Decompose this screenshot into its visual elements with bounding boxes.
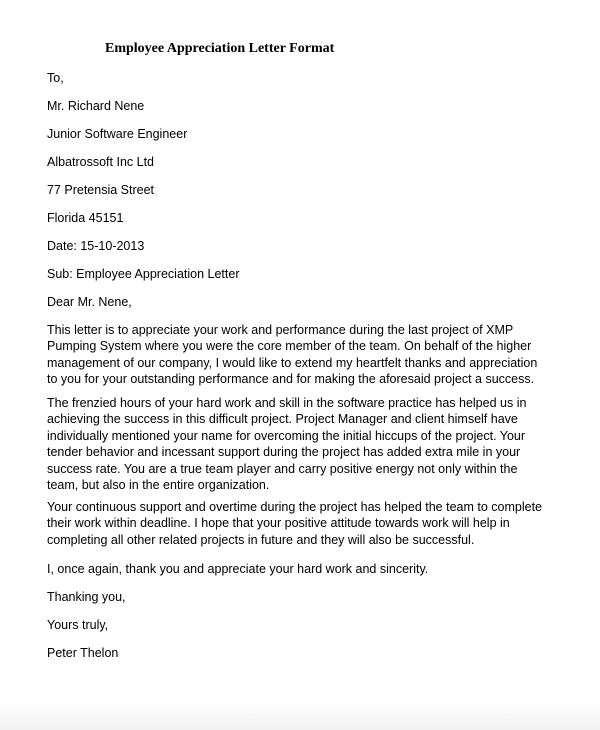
recipient-city: Florida 45151 [47, 211, 124, 225]
signature-name: Peter Thelon [47, 646, 119, 660]
body-paragraph-1 [47, 322, 587, 388]
closing-statement: I, once again, thank you and appreciate your hard work and sincerity. [47, 562, 429, 576]
page-bottom-shade [0, 700, 600, 730]
to-label: To, [47, 71, 64, 85]
paragraph-line: their work within deadline. I hope that your positive attitude towards work will help in [47, 516, 510, 531]
letter-subject: Sub: Employee Appreciation Letter [47, 267, 240, 281]
paragraph-line: Your continuous support and overtime during the project has helped the team to complete [47, 500, 542, 514]
paragraph-line: tender behavior and incessant support during the project has added extra mile in your [47, 445, 521, 460]
letter-date: Date: 15-10-2013 [47, 239, 145, 253]
paragraph-line: management of our company, I would like to extend my heartfelt thanks and appreciation [47, 355, 538, 370]
sign-off: Yours truly, [47, 618, 109, 632]
recipient-title: Junior Software Engineer [47, 127, 188, 141]
recipient-name: Mr. Richard Nene [47, 99, 145, 113]
letter-title: Employee Appreciation Letter Format [105, 41, 335, 56]
paragraph-line: to you for your outstanding performance and for making the aforesaid project a success. [47, 372, 535, 387]
paragraph-line: The frenzied hours of your hard work and skill in the software practice has helped us in [47, 396, 527, 410]
body-paragraph-2 [47, 395, 587, 493]
paragraph-line: achieving the success in this difficult project. Project Manager and client himself have [47, 412, 518, 427]
body-paragraph-3 [47, 499, 587, 548]
paragraph-line: individually mentioned your name for overcoming the initial hiccups of the project. Your [47, 428, 526, 443]
paragraph-line: This letter is to appreciate your work and performance during the last project of XMP [47, 323, 514, 337]
paragraph-line: team, but also in the entire organization. [47, 478, 270, 493]
paragraph-line: success rate. You are a true team player and carry positive energy not only within the [47, 461, 518, 476]
salutation: Dear Mr. Nene, [47, 295, 132, 309]
recipient-street: 77 Pretensia Street [47, 183, 155, 197]
paragraph-line: Pumping System where you were the core member of the team. On behalf of the higher [47, 339, 532, 354]
recipient-company: Albatrossoft Inc Ltd [47, 155, 155, 169]
thanks-line: Thanking you, [47, 590, 126, 604]
paragraph-line: completing all other related projects in future and they will also be successful. [47, 532, 475, 547]
